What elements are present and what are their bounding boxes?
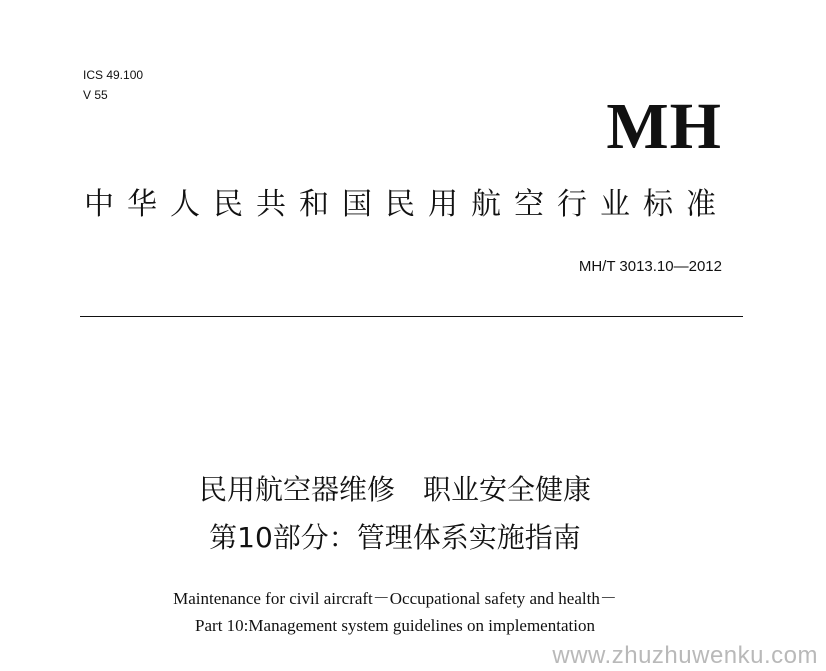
ics-code: ICS 49.100 [83, 68, 144, 82]
classification-code: V 55 [83, 88, 108, 102]
chinese-title-line-1: 民用航空器维修 职业安全健康 [198, 473, 591, 506]
english-title-line-2: Part 10:Management system guidelines on implementation [195, 616, 595, 635]
header-divider [80, 316, 743, 317]
standard-number: MH/T 3013.10—2012 [578, 258, 722, 275]
standard-title: 中华人民共和国民用航空行业标准 [84, 187, 729, 222]
standard-mark: MH [606, 90, 722, 163]
english-title-line-1: Maintenance for civil aircraft－Occupational safety and health－ [173, 589, 617, 608]
chinese-title-line-2: 第10部分：管理体系实施指南 [209, 521, 581, 554]
watermark-text: www.zhuzhuwenku.com [552, 642, 818, 669]
